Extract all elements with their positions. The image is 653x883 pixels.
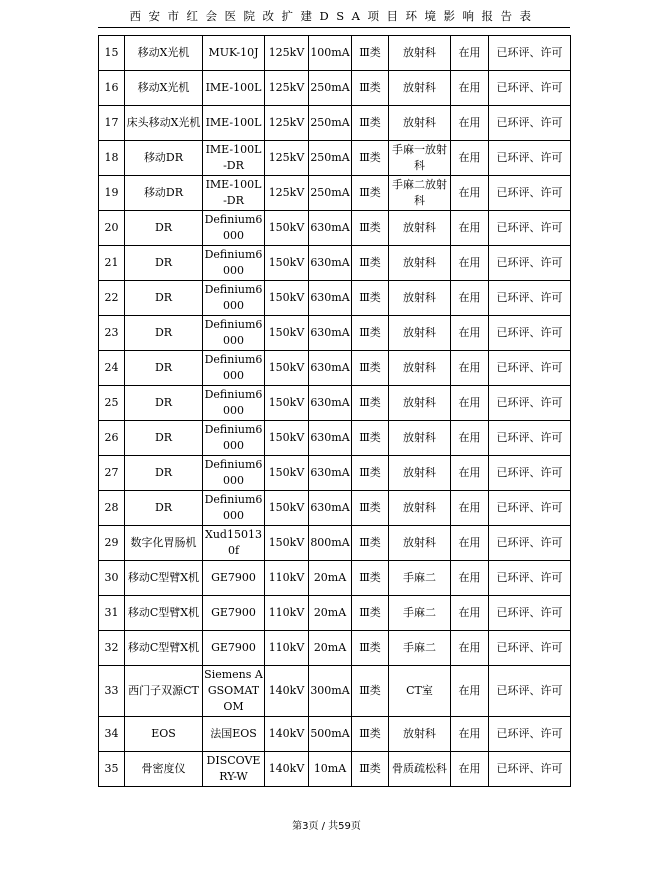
class-cell: Ⅲ类 bbox=[352, 386, 389, 421]
table-row bbox=[99, 176, 571, 211]
status-cell: 在用 bbox=[451, 526, 489, 561]
table-row bbox=[99, 631, 571, 666]
status-cell: 在用 bbox=[451, 71, 489, 106]
row-number-cell: 30 bbox=[99, 561, 125, 596]
voltage-cell: 110kV bbox=[265, 631, 309, 666]
approval-cell: 已环评、许可 bbox=[489, 561, 571, 596]
department-cell: 手麻二 bbox=[389, 561, 451, 596]
model-cell: GE7900 bbox=[203, 631, 265, 666]
voltage-cell: 150kV bbox=[265, 526, 309, 561]
device-name-cell: 移动DR bbox=[125, 176, 203, 211]
status-cell: 在用 bbox=[451, 386, 489, 421]
department-cell: 手麻二放射科 bbox=[389, 176, 451, 211]
class-cell: Ⅲ类 bbox=[352, 631, 389, 666]
approval-cell: 已环评、许可 bbox=[489, 717, 571, 752]
row-number-cell: 15 bbox=[99, 36, 125, 71]
class-cell: Ⅲ类 bbox=[352, 561, 389, 596]
class-cell: Ⅲ类 bbox=[352, 526, 389, 561]
device-name-cell: 移动X光机 bbox=[125, 71, 203, 106]
status-cell: 在用 bbox=[451, 596, 489, 631]
current-cell: 250mA bbox=[309, 176, 352, 211]
model-cell: IME-100L-DR bbox=[203, 176, 265, 211]
row-number-cell: 33 bbox=[99, 666, 125, 717]
approval-cell: 已环评、许可 bbox=[489, 456, 571, 491]
voltage-cell: 125kV bbox=[265, 141, 309, 176]
class-cell: Ⅲ类 bbox=[352, 491, 389, 526]
table-row bbox=[99, 141, 571, 176]
model-cell: IME-100L bbox=[203, 106, 265, 141]
voltage-cell: 150kV bbox=[265, 211, 309, 246]
class-cell: Ⅲ类 bbox=[352, 456, 389, 491]
department-cell: 放射科 bbox=[389, 71, 451, 106]
model-cell: Siemens AGSOMATOM bbox=[203, 666, 265, 717]
current-cell: 300mA bbox=[309, 666, 352, 717]
device-name-cell: DR bbox=[125, 246, 203, 281]
approval-cell: 已环评、许可 bbox=[489, 526, 571, 561]
voltage-cell: 150kV bbox=[265, 421, 309, 456]
department-cell: CT室 bbox=[389, 666, 451, 717]
row-number-cell: 26 bbox=[99, 421, 125, 456]
model-cell: Definium6000 bbox=[203, 281, 265, 316]
table-row bbox=[99, 316, 571, 351]
department-cell: 放射科 bbox=[389, 491, 451, 526]
device-name-cell: 移动C型臂X机 bbox=[125, 596, 203, 631]
table-row bbox=[99, 526, 571, 561]
department-cell: 放射科 bbox=[389, 717, 451, 752]
row-number-cell: 29 bbox=[99, 526, 125, 561]
row-number-cell: 18 bbox=[99, 141, 125, 176]
current-cell: 250mA bbox=[309, 71, 352, 106]
row-number-cell: 27 bbox=[99, 456, 125, 491]
approval-cell: 已环评、许可 bbox=[489, 596, 571, 631]
device-name-cell: DR bbox=[125, 316, 203, 351]
voltage-cell: 150kV bbox=[265, 316, 309, 351]
voltage-cell: 110kV bbox=[265, 561, 309, 596]
table-row bbox=[99, 246, 571, 281]
status-cell: 在用 bbox=[451, 491, 489, 526]
device-name-cell: 床头移动X光机 bbox=[125, 106, 203, 141]
current-cell: 630mA bbox=[309, 491, 352, 526]
voltage-cell: 150kV bbox=[265, 386, 309, 421]
approval-cell: 已环评、许可 bbox=[489, 246, 571, 281]
department-cell: 放射科 bbox=[389, 36, 451, 71]
approval-cell: 已环评、许可 bbox=[489, 71, 571, 106]
row-number-cell: 23 bbox=[99, 316, 125, 351]
table-row bbox=[99, 106, 571, 141]
approval-cell: 已环评、许可 bbox=[489, 386, 571, 421]
voltage-cell: 125kV bbox=[265, 71, 309, 106]
page-footer: 第3页 / 共59页 bbox=[292, 821, 361, 832]
department-cell: 手麻一放射科 bbox=[389, 141, 451, 176]
device-name-cell: DR bbox=[125, 386, 203, 421]
table-row bbox=[99, 211, 571, 246]
class-cell: Ⅲ类 bbox=[352, 281, 389, 316]
row-number-cell: 21 bbox=[99, 246, 125, 281]
status-cell: 在用 bbox=[451, 141, 489, 176]
approval-cell: 已环评、许可 bbox=[489, 281, 571, 316]
department-cell: 放射科 bbox=[389, 421, 451, 456]
table-row bbox=[99, 281, 571, 316]
approval-cell: 已环评、许可 bbox=[489, 36, 571, 71]
status-cell: 在用 bbox=[451, 106, 489, 141]
class-cell: Ⅲ类 bbox=[352, 211, 389, 246]
model-cell: Definium6000 bbox=[203, 211, 265, 246]
model-cell: DISCOVERY-W bbox=[203, 752, 265, 787]
table-row bbox=[99, 351, 571, 386]
current-cell: 630mA bbox=[309, 211, 352, 246]
table-row bbox=[99, 71, 571, 106]
class-cell: Ⅲ类 bbox=[352, 106, 389, 141]
model-cell: Definium6000 bbox=[203, 456, 265, 491]
approval-cell: 已环评、许可 bbox=[489, 351, 571, 386]
device-name-cell: DR bbox=[125, 456, 203, 491]
approval-cell: 已环评、许可 bbox=[489, 211, 571, 246]
table-row bbox=[99, 561, 571, 596]
equipment-table bbox=[98, 35, 571, 787]
status-cell: 在用 bbox=[451, 246, 489, 281]
status-cell: 在用 bbox=[451, 752, 489, 787]
department-cell: 手麻二 bbox=[389, 631, 451, 666]
model-cell: GE7900 bbox=[203, 561, 265, 596]
table-row bbox=[99, 456, 571, 491]
equipment-table-body bbox=[99, 36, 571, 787]
current-cell: 800mA bbox=[309, 526, 352, 561]
department-cell: 放射科 bbox=[389, 351, 451, 386]
voltage-cell: 125kV bbox=[265, 106, 309, 141]
model-cell: Definium6000 bbox=[203, 351, 265, 386]
device-name-cell: 数字化胃肠机 bbox=[125, 526, 203, 561]
device-name-cell: 移动X光机 bbox=[125, 36, 203, 71]
device-name-cell: DR bbox=[125, 281, 203, 316]
class-cell: Ⅲ类 bbox=[352, 71, 389, 106]
table-row bbox=[99, 717, 571, 752]
model-cell: MUK-10J bbox=[203, 36, 265, 71]
status-cell: 在用 bbox=[451, 36, 489, 71]
row-number-cell: 35 bbox=[99, 752, 125, 787]
model-cell: IME-100L-DR bbox=[203, 141, 265, 176]
department-cell: 放射科 bbox=[389, 211, 451, 246]
model-cell: Definium6000 bbox=[203, 491, 265, 526]
page-header-title: 西安市红会医院改扩建DSA项目环境影响报告表 bbox=[129, 9, 539, 23]
class-cell: Ⅲ类 bbox=[352, 176, 389, 211]
row-number-cell: 16 bbox=[99, 71, 125, 106]
approval-cell: 已环评、许可 bbox=[489, 666, 571, 717]
status-cell: 在用 bbox=[451, 316, 489, 351]
approval-cell: 已环评、许可 bbox=[489, 421, 571, 456]
approval-cell: 已环评、许可 bbox=[489, 752, 571, 787]
current-cell: 250mA bbox=[309, 141, 352, 176]
table-row bbox=[99, 666, 571, 717]
voltage-cell: 150kV bbox=[265, 281, 309, 316]
current-cell: 100mA bbox=[309, 36, 352, 71]
row-number-cell: 20 bbox=[99, 211, 125, 246]
current-cell: 250mA bbox=[309, 106, 352, 141]
row-number-cell: 24 bbox=[99, 351, 125, 386]
current-cell: 20mA bbox=[309, 596, 352, 631]
voltage-cell: 150kV bbox=[265, 351, 309, 386]
department-cell: 放射科 bbox=[389, 106, 451, 141]
model-cell: Definium6000 bbox=[203, 421, 265, 456]
class-cell: Ⅲ类 bbox=[352, 666, 389, 717]
current-cell: 630mA bbox=[309, 386, 352, 421]
device-name-cell: DR bbox=[125, 421, 203, 456]
class-cell: Ⅲ类 bbox=[352, 36, 389, 71]
table-row bbox=[99, 36, 571, 71]
current-cell: 20mA bbox=[309, 561, 352, 596]
status-cell: 在用 bbox=[451, 281, 489, 316]
device-name-cell: 移动C型臂X机 bbox=[125, 631, 203, 666]
department-cell: 手麻二 bbox=[389, 596, 451, 631]
status-cell: 在用 bbox=[451, 421, 489, 456]
model-cell: Xud150130f bbox=[203, 526, 265, 561]
status-cell: 在用 bbox=[451, 631, 489, 666]
voltage-cell: 125kV bbox=[265, 36, 309, 71]
class-cell: Ⅲ类 bbox=[352, 246, 389, 281]
current-cell: 630mA bbox=[309, 246, 352, 281]
row-number-cell: 31 bbox=[99, 596, 125, 631]
model-cell: Definium6000 bbox=[203, 386, 265, 421]
approval-cell: 已环评、许可 bbox=[489, 631, 571, 666]
table-row bbox=[99, 752, 571, 787]
status-cell: 在用 bbox=[451, 351, 489, 386]
class-cell: Ⅲ类 bbox=[352, 141, 389, 176]
class-cell: Ⅲ类 bbox=[352, 421, 389, 456]
table-row bbox=[99, 491, 571, 526]
row-number-cell: 32 bbox=[99, 631, 125, 666]
current-cell: 630mA bbox=[309, 421, 352, 456]
device-name-cell: DR bbox=[125, 211, 203, 246]
voltage-cell: 140kV bbox=[265, 752, 309, 787]
voltage-cell: 110kV bbox=[265, 596, 309, 631]
current-cell: 630mA bbox=[309, 316, 352, 351]
voltage-cell: 140kV bbox=[265, 717, 309, 752]
status-cell: 在用 bbox=[451, 456, 489, 491]
row-number-cell: 22 bbox=[99, 281, 125, 316]
department-cell: 放射科 bbox=[389, 281, 451, 316]
current-cell: 630mA bbox=[309, 281, 352, 316]
current-cell: 20mA bbox=[309, 631, 352, 666]
approval-cell: 已环评、许可 bbox=[489, 106, 571, 141]
device-name-cell: DR bbox=[125, 491, 203, 526]
status-cell: 在用 bbox=[451, 666, 489, 717]
device-name-cell: 移动C型臂X机 bbox=[125, 561, 203, 596]
header-rule bbox=[98, 27, 570, 28]
row-number-cell: 19 bbox=[99, 176, 125, 211]
approval-cell: 已环评、许可 bbox=[489, 176, 571, 211]
approval-cell: 已环评、许可 bbox=[489, 141, 571, 176]
voltage-cell: 150kV bbox=[265, 491, 309, 526]
voltage-cell: 150kV bbox=[265, 456, 309, 491]
class-cell: Ⅲ类 bbox=[352, 596, 389, 631]
class-cell: Ⅲ类 bbox=[352, 316, 389, 351]
device-name-cell: EOS bbox=[125, 717, 203, 752]
approval-cell: 已环评、许可 bbox=[489, 491, 571, 526]
row-number-cell: 34 bbox=[99, 717, 125, 752]
device-name-cell: DR bbox=[125, 351, 203, 386]
voltage-cell: 150kV bbox=[265, 246, 309, 281]
model-cell: 法国EOS bbox=[203, 717, 265, 752]
current-cell: 630mA bbox=[309, 351, 352, 386]
department-cell: 放射科 bbox=[389, 386, 451, 421]
model-cell: IME-100L bbox=[203, 71, 265, 106]
model-cell: Definium6000 bbox=[203, 316, 265, 351]
current-cell: 10mA bbox=[309, 752, 352, 787]
row-number-cell: 28 bbox=[99, 491, 125, 526]
status-cell: 在用 bbox=[451, 717, 489, 752]
voltage-cell: 140kV bbox=[265, 666, 309, 717]
status-cell: 在用 bbox=[451, 561, 489, 596]
class-cell: Ⅲ类 bbox=[352, 717, 389, 752]
department-cell: 放射科 bbox=[389, 456, 451, 491]
table-row bbox=[99, 421, 571, 456]
class-cell: Ⅲ类 bbox=[352, 351, 389, 386]
row-number-cell: 17 bbox=[99, 106, 125, 141]
table-row bbox=[99, 386, 571, 421]
row-number-cell: 25 bbox=[99, 386, 125, 421]
device-name-cell: 移动DR bbox=[125, 141, 203, 176]
voltage-cell: 125kV bbox=[265, 176, 309, 211]
status-cell: 在用 bbox=[451, 176, 489, 211]
department-cell: 放射科 bbox=[389, 246, 451, 281]
department-cell: 骨质疏松科 bbox=[389, 752, 451, 787]
device-name-cell: 骨密度仪 bbox=[125, 752, 203, 787]
class-cell: Ⅲ类 bbox=[352, 752, 389, 787]
model-cell: Definium6000 bbox=[203, 246, 265, 281]
department-cell: 放射科 bbox=[389, 526, 451, 561]
approval-cell: 已环评、许可 bbox=[489, 316, 571, 351]
table-row bbox=[99, 596, 571, 631]
model-cell: GE7900 bbox=[203, 596, 265, 631]
device-name-cell: 西门子双源CT bbox=[125, 666, 203, 717]
current-cell: 630mA bbox=[309, 456, 352, 491]
current-cell: 500mA bbox=[309, 717, 352, 752]
status-cell: 在用 bbox=[451, 211, 489, 246]
department-cell: 放射科 bbox=[389, 316, 451, 351]
